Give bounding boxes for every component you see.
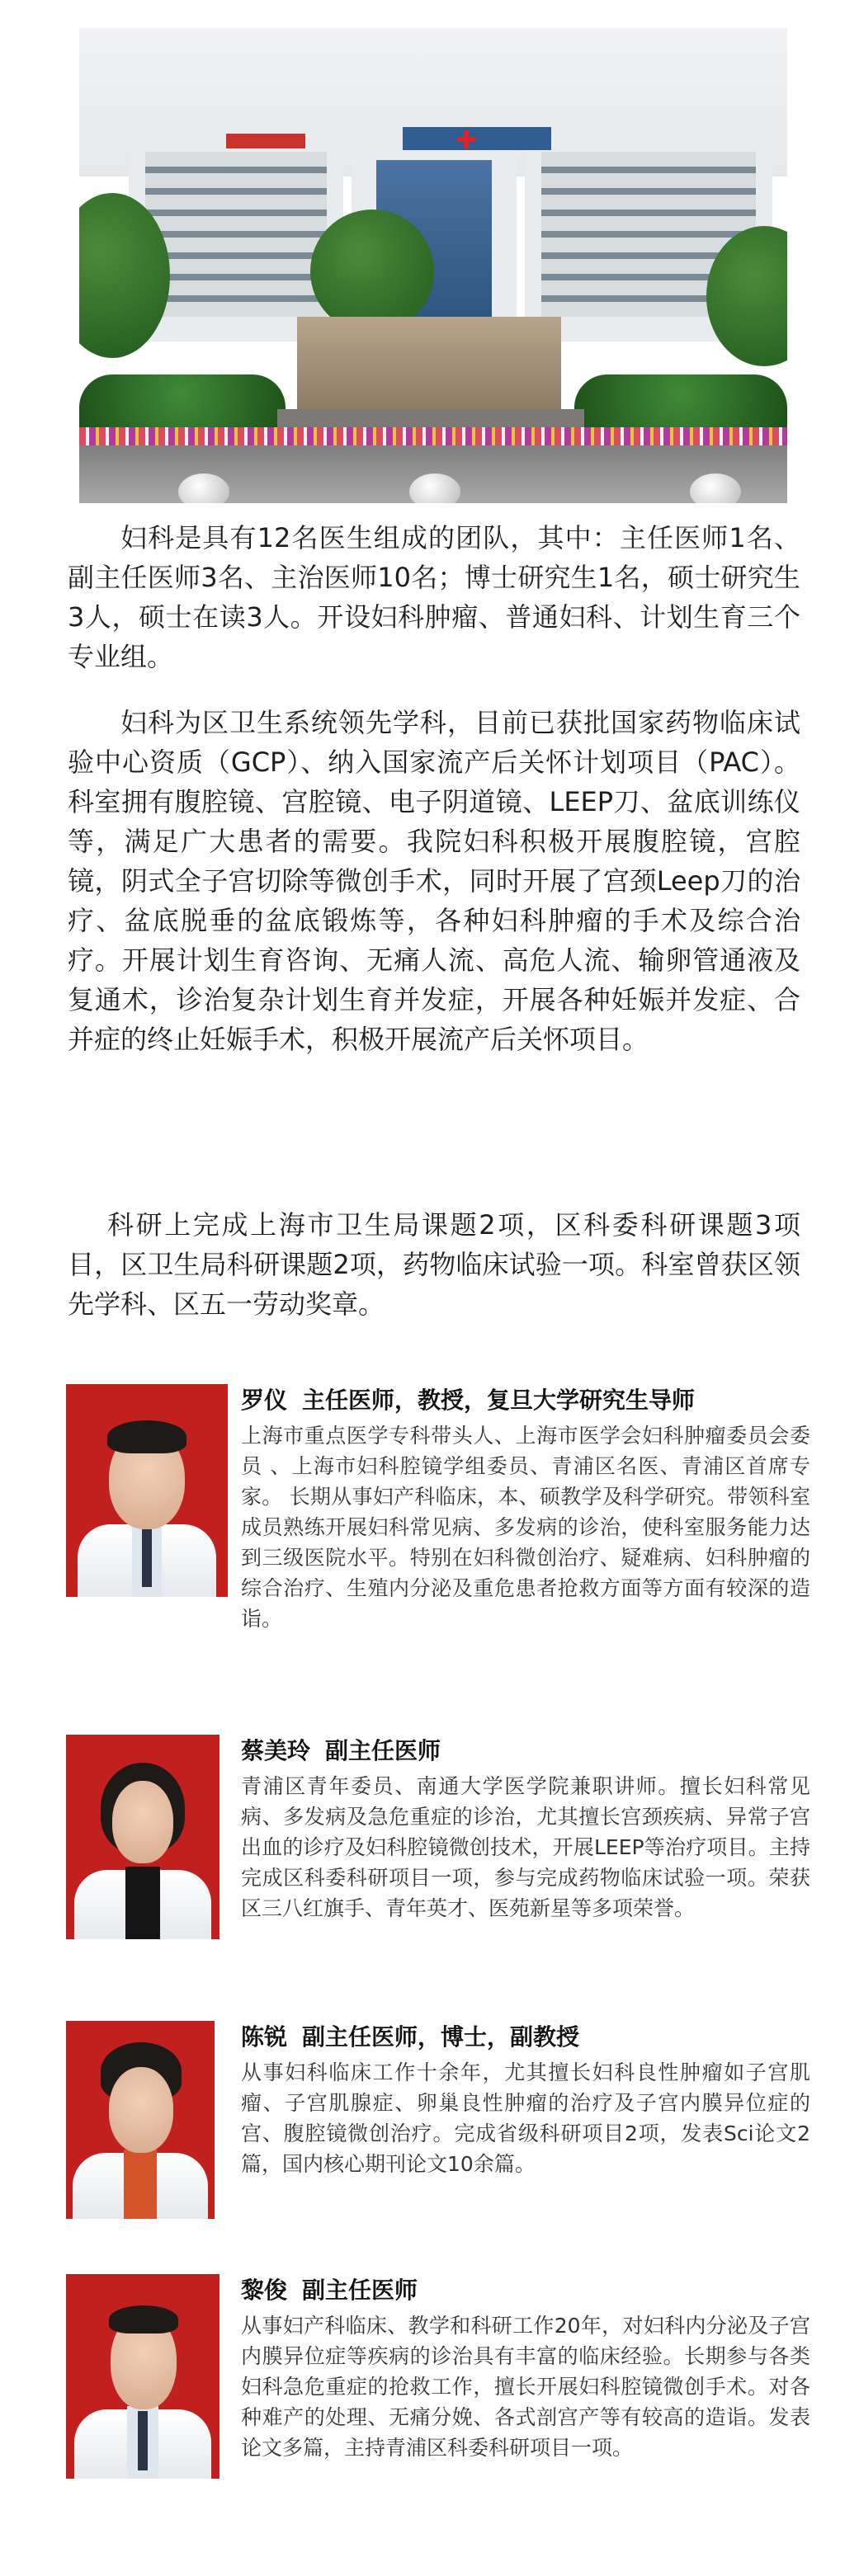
doctor-name: 陈锐 <box>241 2023 288 2051</box>
hospital-photo <box>79 28 787 503</box>
doctor-info <box>241 1735 810 1924</box>
doctor-name: 黎俊 <box>241 2277 288 2304</box>
stone-ball <box>409 473 460 503</box>
doctor-info <box>241 2274 810 2463</box>
doctor-bio: 从事妇产科临床、教学和科研工作20年，对妇科内分泌及子宫内膜异位症等疾病的诊治具有丰富的临床经验。长期参与各类妇科急危重症的抢救工作，擅长开展妇科腔镜微创手术。对各种难产的处理、无痛分娩、各式剖宫产等有较高的造诣。发表论文多篇，主持青浦区科委科研项目一项。 <box>241 2314 810 2460</box>
tree <box>310 210 434 333</box>
portrait-shirt <box>125 1867 160 1939</box>
intro-paragraph-2: 妇科为区卫生系统领先学科，目前已获批国家药物临床试验中心资质（GCP）、纳入国家流产后关怀计划项目（PAC）。科室拥有腹腔镜、宫腔镜、电子阴道镜、LEEP刀、盆底训练仪等，满足广大患者的需要。我院妇科积极开展腹腔镜，宫腔镜，阴式全子宫切除等微创手术，同时开展了宫颈Leep刀的治疗、盆底脱垂的盆底锻炼等，各种妇科肿瘤的手术及综合治疗。开展计划生育咨询、无痛人流、高危人流、输卵管通液及复通术，诊治复杂计划生育并发症，开展各种妊娠并发症、合并症的终止妊娠手术，积极开展流产后关怀项目。 <box>68 707 800 1055</box>
doctor-heading <box>241 1735 810 1768</box>
building-sign-main <box>403 127 551 150</box>
portrait-hair <box>107 1420 186 1453</box>
doctor-bio: 从事妇科临床工作十余年，尤其擅长妇科良性肿瘤如子宫肌瘤、子宫肌腺症、卵巢良性肿瘤的治疗及子宫内膜异位症的宫、腹腔镜微创治疗。完成省级科研项目2项，发表Sci论文2篇，国内核心期刊论文10余篇。 <box>241 2060 810 2176</box>
doctor-info <box>241 1384 810 1634</box>
doctor-name: 蔡美玲 <box>241 1737 311 1764</box>
doctor-portrait <box>66 1735 219 1939</box>
doctor-info <box>241 2021 810 2179</box>
doctor-portrait <box>66 2274 219 2479</box>
doctor-title: 主任医师，教授，复旦大学研究生导师 <box>302 1387 696 1414</box>
doctor-title: 副主任医师 <box>302 2277 418 2304</box>
doctor-portrait <box>66 1384 228 1597</box>
stone-ball <box>690 473 741 503</box>
portrait-shirt <box>124 2150 157 2219</box>
red-cross-icon <box>457 130 475 148</box>
portrait-tie <box>142 1529 152 1587</box>
intro-paragraph-3: 科研上完成上海市卫生局课题2项，区科委科研课题3项目，区卫生局科研课题2项，药物临床试验一项。科室曾获区领先学科、区五一劳动奖章。 <box>68 1209 800 1320</box>
portrait-head <box>112 1781 173 1863</box>
doctor-title: 副主任医师 <box>325 1737 441 1764</box>
doctor-heading <box>241 1384 810 1417</box>
doctor-heading <box>241 2021 810 2054</box>
intro-paragraph-1: 妇科是具有12名医生组成的团队，其中：主任医师1名、副主任医师3名、主治医师10名；博士研究生1名，硕士研究生3人，硕士在读3人。开设妇科肿瘤、普通妇科、计划生育三个专业组。 <box>68 522 800 672</box>
stone-monument-base <box>277 409 584 427</box>
stone-monument <box>297 317 561 414</box>
doctor-title: 副主任医师，博士，副教授 <box>302 2023 580 2051</box>
building-left-windows <box>145 152 327 317</box>
flower-bed <box>79 427 787 445</box>
doctor-portrait <box>66 2021 215 2219</box>
building-sign-left <box>226 134 305 148</box>
stone-ball <box>178 473 229 503</box>
doctor-bio: 上海市重点医学专科带头人、上海市医学会妇科肿瘤委员会委员 、上海市妇科腔镜学组委员、青浦区名医、青浦区首席专家。 长期从事妇产科临床，本、硕教学及科学研究。带领科室成员熟练开展妇科常见病、多发病的诊治，使科室服务能力达到三级医院水平。特别在妇科微创治疗、疑难病、妇科肿瘤的综合治疗、生殖内分泌及重危患者抢救方面等方面有较深的造诣。 <box>241 1424 810 1631</box>
doctor-name: 罗仪 <box>241 1387 288 1414</box>
portrait-head <box>109 2067 173 2153</box>
portrait-tie <box>138 2411 148 2470</box>
portrait-hair <box>109 2305 178 2333</box>
doctor-bio: 青浦区青年委员、南通大学医学院兼职讲师。擅长妇科常见病、多发病及急危重症的诊治，尤其擅长宫颈疾病、异常子宫出血的诊疗及妇科腔镜微创技术，开展LEEP等治疗项目。主持完成区科委科研项目一项，参与完成药物临床试验一项。荣获区三八红旗手、青年英才、医苑新星等多项荣誉。 <box>241 1774 810 1920</box>
doctor-heading <box>241 2274 810 2307</box>
